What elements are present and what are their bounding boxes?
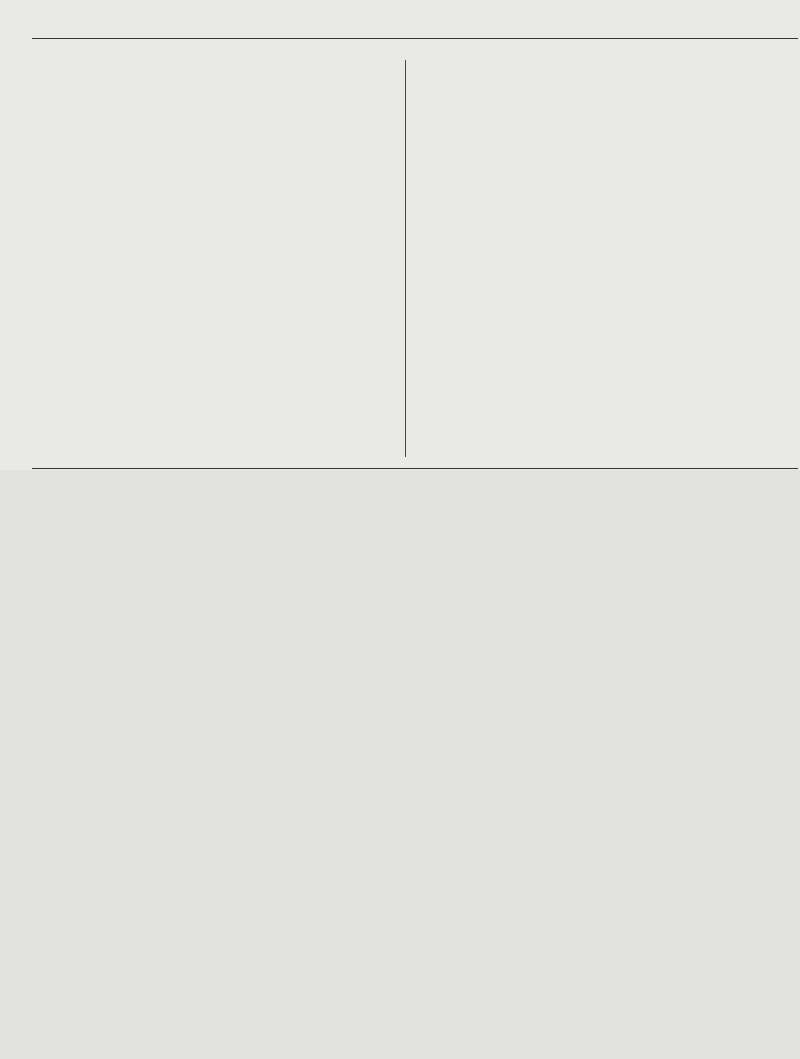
header-rule: [32, 38, 798, 39]
advertisement-intrait-marron: [0, 470, 800, 1059]
bottom-rule: [32, 468, 798, 469]
right-column: [423, 48, 768, 64]
spacer: [423, 56, 768, 64]
column-divider: [405, 60, 406, 457]
left-column: [34, 48, 390, 62]
spacer: [423, 48, 768, 56]
ad-side-tagline: [23, 532, 47, 980]
